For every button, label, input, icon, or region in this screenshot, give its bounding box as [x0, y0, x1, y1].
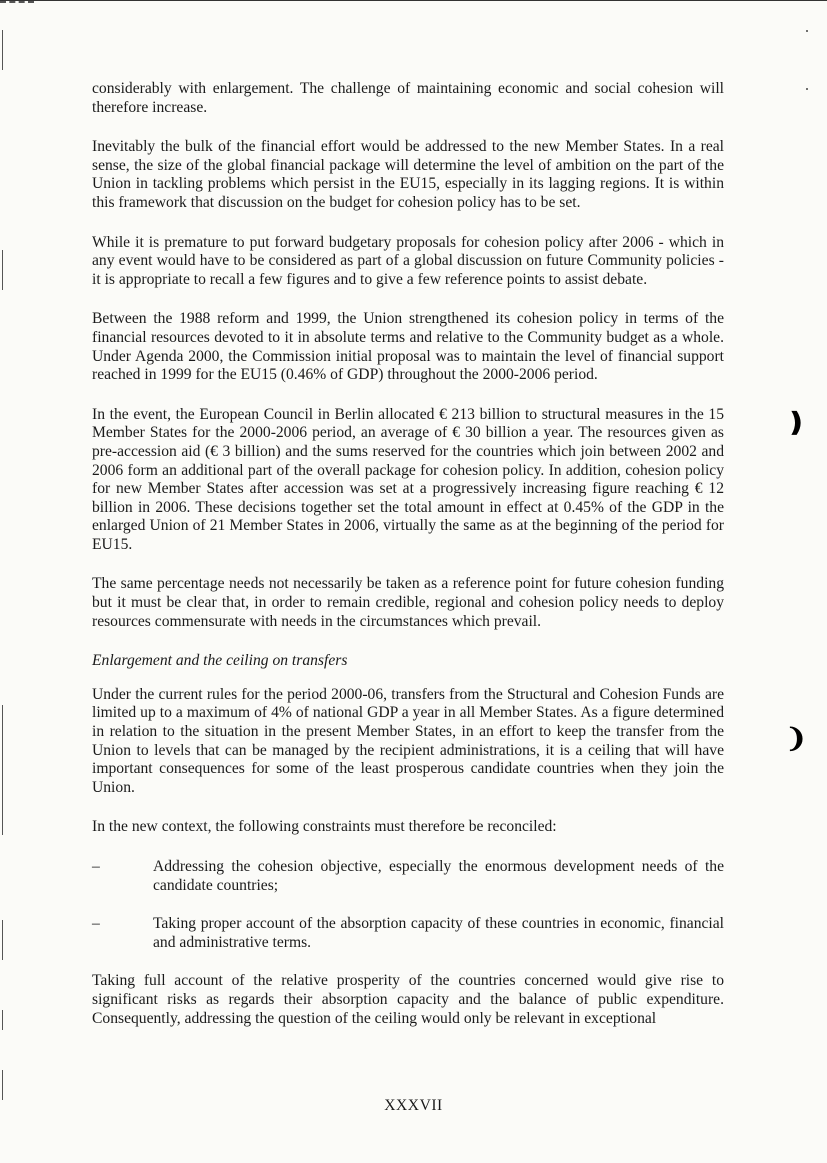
- bullet-text: Addressing the cohesion objective, especially the enormous development needs of the candidate countries;: [153, 858, 724, 894]
- scan-left-edge: [2, 1070, 3, 1100]
- paragraph: Under the current rules for the period 2000-06, transfers from the Structural and Cohesion Funds are limited up to a maximum of 4% of national GDP a year in all Member States. As a figure determined in relation to the situation in the present Member States, in an effort to keep the transfer from the Union to levels that can be managed by the recipient administrations, it is a ceiling that will have important consequences for some of the least prosperous candidate countries when they join the Union.: [92, 685, 724, 796]
- scan-speck: [806, 30, 808, 32]
- bullet-item: [92, 858, 724, 895]
- scan-left-edge: [2, 30, 3, 70]
- scan-left-edge: [2, 920, 3, 960]
- bullet-marker: –: [92, 858, 100, 875]
- paragraph: Between the 1988 reform and 1999, the Union strengthened its cohesion policy in terms of the financial resources devoted to it in absolute terms and relative to the Community budget as a whole. Under Agenda 2000, the Commission initial proposal was to maintain the level of financial support reached in 1999 for the EU15 (0.46% of GDP) throughout the 2000-2006 period.: [92, 310, 724, 384]
- binder-hole-mark: ❩: [785, 724, 807, 754]
- bullet-text: Taking proper account of the absorption capacity of these countries in economic, financial and administrative terms.: [153, 915, 724, 951]
- scan-left-edge: [2, 705, 3, 835]
- paragraph: The same percentage needs not necessarily be taken as a reference point for future cohesion funding but it must be clear that, in order to remain credible, regional and cohesion policy needs to deploy resources commensurate with needs in the circumstances which prevail.: [92, 575, 724, 630]
- section-heading: Enlargement and the ceiling on transfers: [92, 652, 348, 670]
- scan-left-edge: [2, 250, 3, 290]
- document-body: [92, 80, 724, 1049]
- scan-left-edge: [2, 1010, 3, 1030]
- scan-corner-mark: [0, 1, 34, 3]
- scan-speck: [806, 88, 808, 90]
- binder-hole-mark: ❫: [785, 408, 807, 438]
- page-number: XXXVII: [384, 1097, 443, 1114]
- paragraph: In the event, the European Council in Berlin allocated € 213 billion to structural measures in the 15 Member States for the 2000-2006 period, an average of € 30 billion a year. The resources given as pre-accession aid (€ 3 billion) and the sums reserved for the countries which join between 2002 and 2006 form an additional part of the overall package for cohesion policy. In addition, cohesion policy for new Member States after accession was set at a progressively increasing figure reaching € 12 billion in 2006. These decisions together set the total amount in effect at 0.45% of the GDP in the enlarged Union of 21 Member States in 2006, virtually the same as at the beginning of the period for EU15.: [92, 405, 724, 553]
- paragraph: considerably with enlargement. The challenge of maintaining economic and social cohesion will therefore increase.: [92, 80, 724, 116]
- bullet-item: [92, 915, 724, 952]
- paragraph: While it is premature to put forward budgetary proposals for cohesion policy after 2006 - which in any event would have to be considered as part of a global discussion on future Community policies - it is appropriate to recall a few figures and to give a few reference points to assist debate.: [92, 233, 724, 288]
- scan-top-border: [0, 0, 827, 3]
- paragraph: Taking full account of the relative prosperity of the countries concerned would give rise to significant risks as regards their absorption capacity and the balance of public expenditure. Consequently, addressing the question of the ceiling would only be relevant in exceptional: [92, 972, 724, 1027]
- paragraph: In the new context, the following constraints must therefore be reconciled:: [92, 818, 557, 836]
- paragraph: Inevitably the bulk of the financial effort would be addressed to the new Member States. In a real sense, the size of the global financial package will determine the level of ambition on the part of the Union in tackling problems which persist in the EU15, especially in its lagging regions. It is within this framework that discussion on the budget for cohesion policy has to be set.: [92, 138, 724, 211]
- bullet-marker: –: [92, 915, 100, 933]
